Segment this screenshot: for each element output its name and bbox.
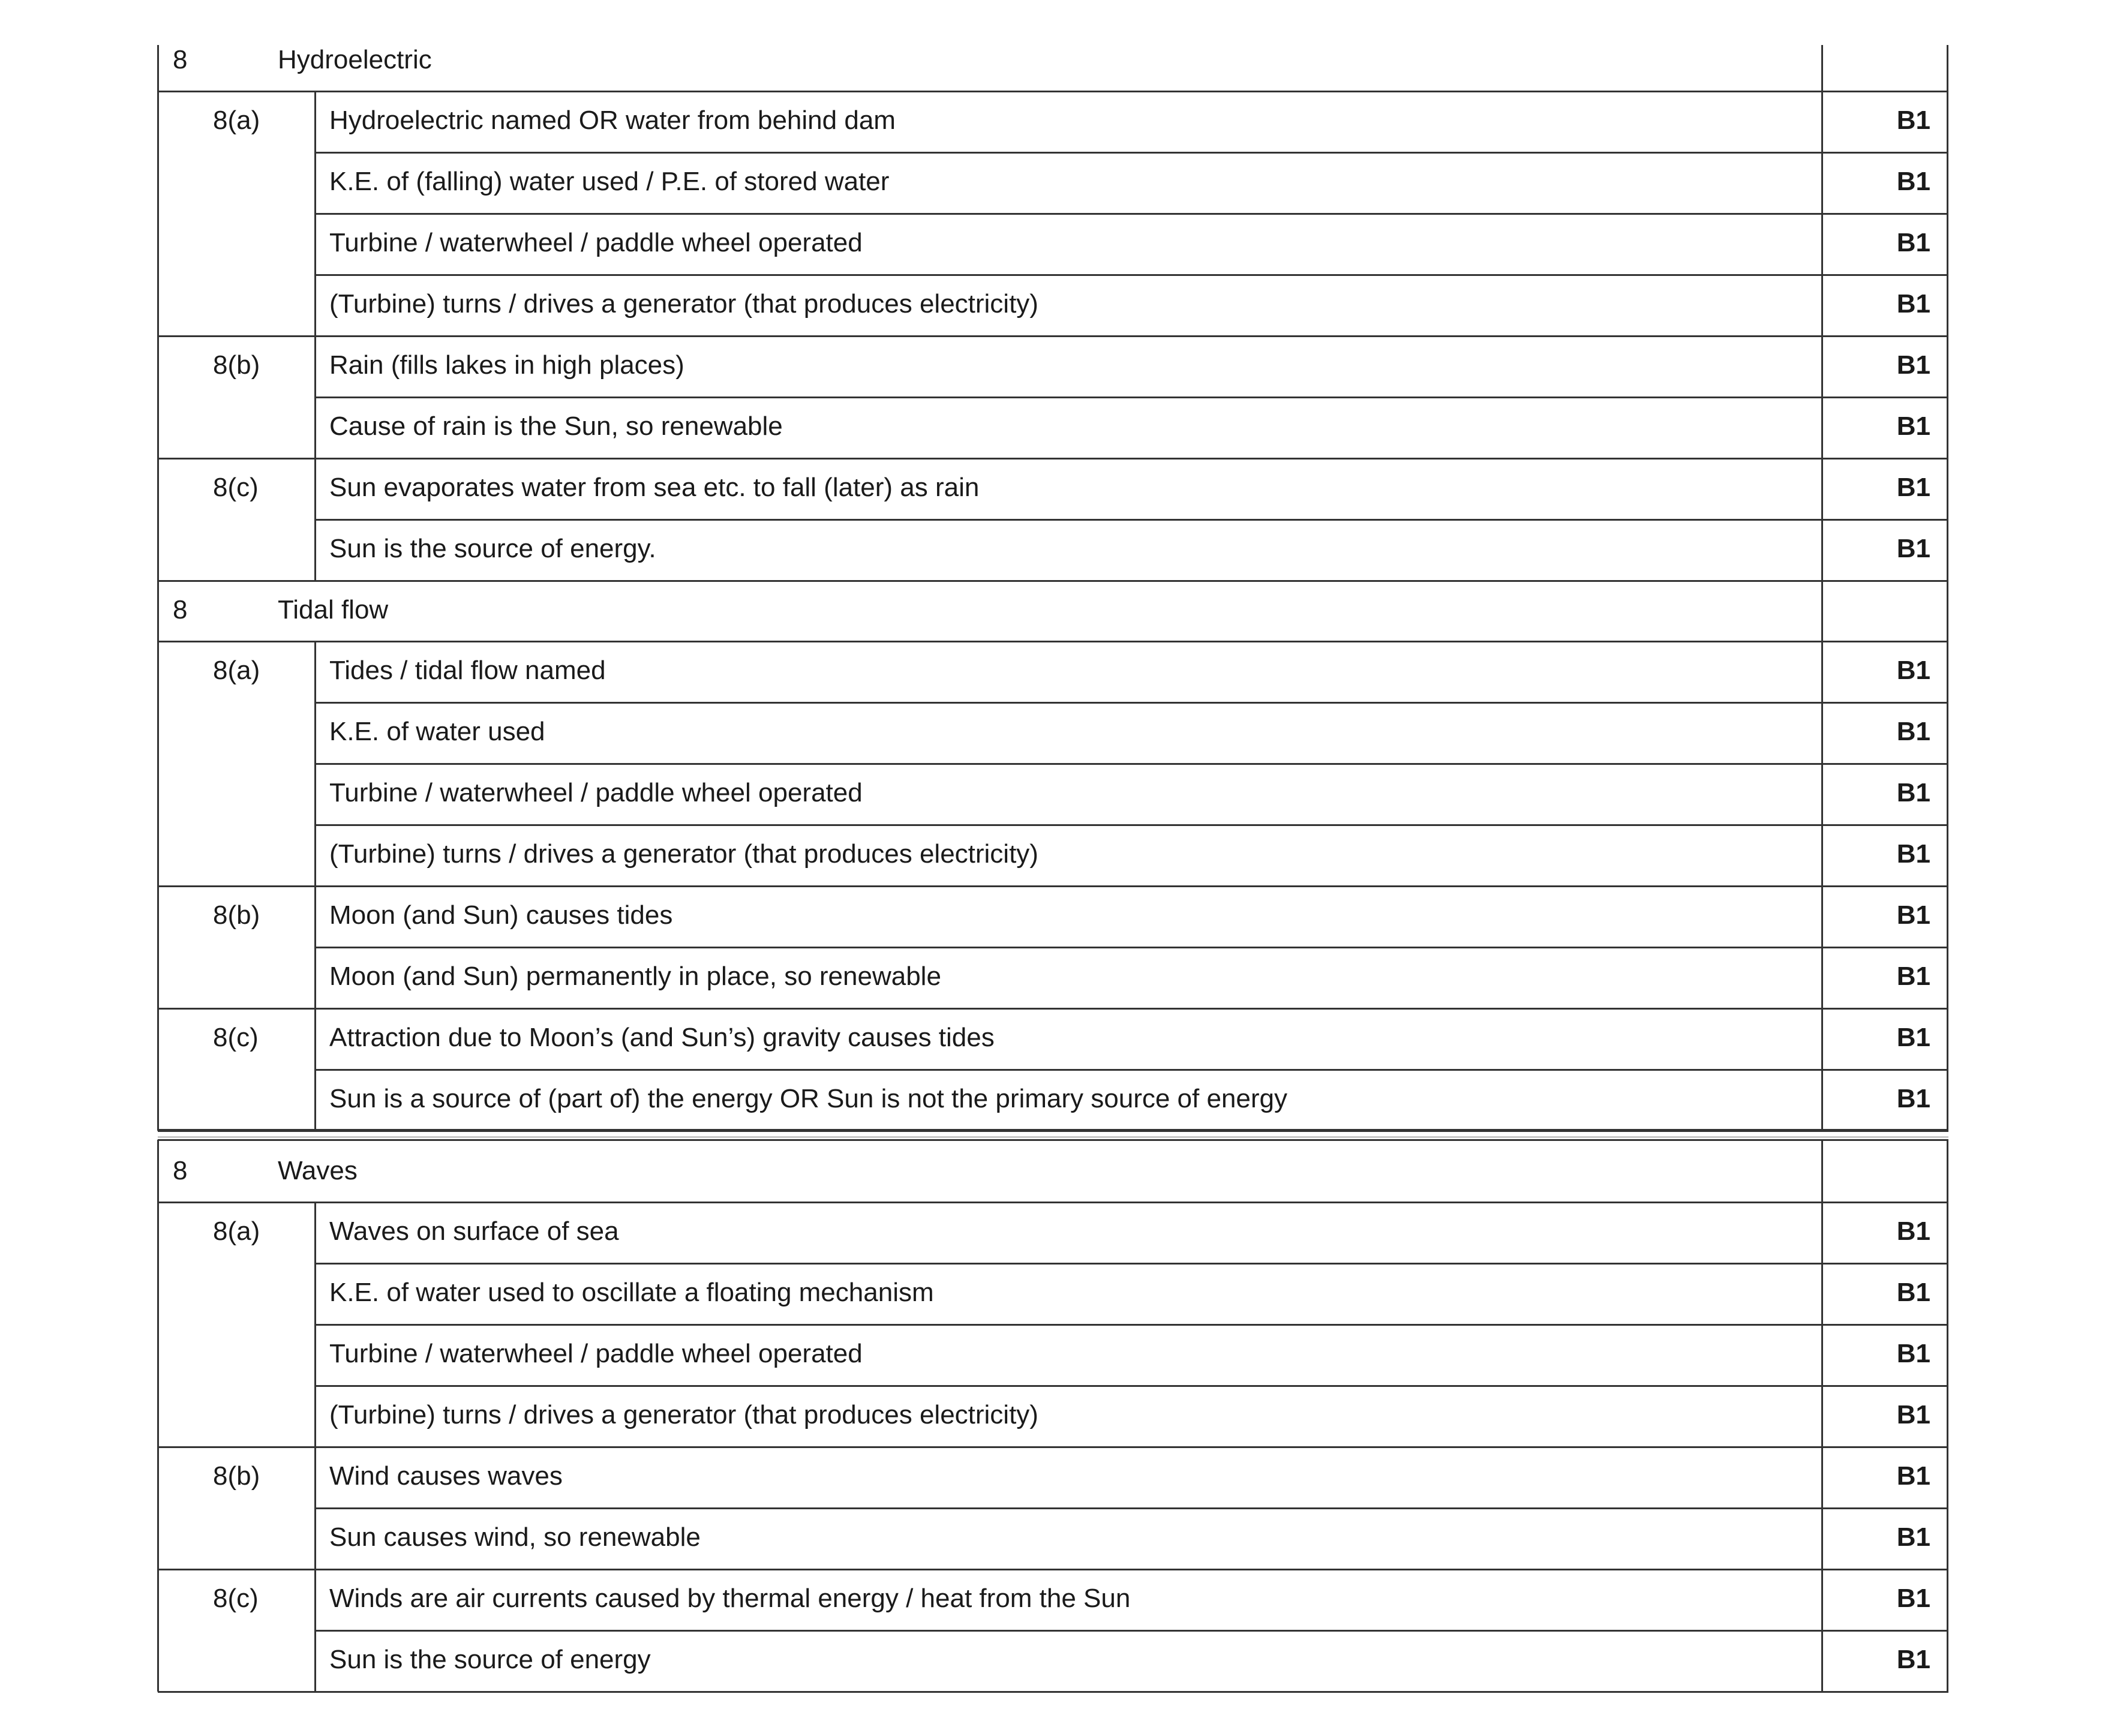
grid-line [157,641,159,886]
answer-text: Moon (and Sun) permanently in place, so renewable [329,962,941,991]
grid-line [1821,45,1823,91]
grid-line [315,1507,1948,1509]
mark-value: B1 [1896,106,1930,135]
grid-line [157,1202,159,1447]
answer-text: (Turbine) turns / drives a generator (that produces electricity) [329,1400,1038,1429]
mark-value: B1 [1896,350,1930,380]
mark-value: B1 [1896,1522,1930,1552]
answer-text: Wind causes waves [329,1461,563,1491]
grid-line [315,763,1948,765]
part-label: 8(c) [213,1584,259,1613]
grid-line [157,91,159,336]
answer-text: Cause of rain is the Sun, so renewable [329,412,783,441]
answer-text: Tides / tidal flow named [329,656,606,685]
grid-line [157,1008,159,1131]
mark-value: B1 [1896,1278,1930,1307]
grid-line [158,1139,1948,1141]
grid-line [315,1630,1948,1632]
grid-line [315,824,1948,826]
part-label: 8(a) [213,1217,260,1246]
grid-line [315,152,1948,154]
mark-value: B1 [1896,1645,1930,1674]
mark-value: B1 [1896,778,1930,807]
grid-line [158,1691,1948,1693]
mark-value: B1 [1896,1400,1930,1429]
mark-value: B1 [1896,412,1930,441]
grid-line [158,458,1948,459]
answer-text: Sun is the source of energy. [329,534,656,563]
answer-text: K.E. of (falling) water used / P.E. of stored water [329,167,890,196]
grid-line [315,1324,1948,1326]
answer-text: Turbine / waterwheel / paddle wheel operated [329,228,863,257]
grid-line [158,1130,1948,1132]
mark-value: B1 [1896,1217,1930,1246]
mark-value: B1 [1896,1084,1930,1113]
mark-value: B1 [1896,900,1930,930]
mark-value: B1 [1896,656,1930,685]
part-label: 8(b) [213,350,260,380]
answer-text: Winds are air currents caused by thermal energy / heat from the Sun [329,1584,1131,1613]
section-title: Waves [278,1156,358,1185]
grid-line [1947,45,1948,91]
mark-value: B1 [1896,1339,1930,1368]
mark-value: B1 [1896,1023,1930,1052]
grid-line [157,458,159,581]
mark-value: B1 [1896,473,1930,502]
grid-line [157,336,159,458]
grid-line [1821,1140,1823,1202]
grid-line [158,885,1948,887]
part-label: 8(c) [213,473,259,502]
part-label: 8(a) [213,106,260,135]
answer-text: K.E. of water used [329,717,545,746]
grid-line [157,1447,159,1569]
mark-value: B1 [1896,289,1930,319]
grid-line [1821,580,1823,641]
grid-line [157,45,159,91]
grid-line [315,702,1948,704]
section-number: 8 [173,45,188,74]
mark-value: B1 [1896,717,1930,746]
section-title: Tidal flow [278,595,389,624]
mark-value: B1 [1896,1461,1930,1491]
grid-line [315,213,1948,215]
answer-text: Hydroelectric named OR water from behind dam [329,106,896,135]
grid-line [315,1069,1948,1071]
answer-text: Sun evaporates water from sea etc. to fall (later) as rain [329,473,980,502]
grid-line [315,947,1948,948]
answer-text: (Turbine) turns / drives a generator (that produces electricity) [329,839,1038,869]
mark-value: B1 [1896,1584,1930,1613]
grid-line [315,1263,1948,1265]
answer-text: Sun is the source of energy [329,1645,651,1674]
mark-value: B1 [1896,839,1930,869]
grid-line [315,274,1948,276]
answer-text: Turbine / waterwheel / paddle wheel operated [329,1339,863,1368]
grid-line [315,397,1948,398]
part-label: 8(a) [213,656,260,685]
answer-text: K.E. of water used to oscillate a floating mechanism [329,1278,934,1307]
grid-line [157,1140,159,1202]
grid-line [315,1385,1948,1387]
grid-line [1947,1140,1948,1202]
mark-value: B1 [1896,228,1930,257]
answer-text: Rain (fills lakes in high places) [329,350,684,380]
part-label: 8(b) [213,900,260,930]
part-label: 8(c) [213,1023,259,1052]
part-label: 8(b) [213,1461,260,1491]
answer-text: (Turbine) turns / drives a generator (that produces electricity) [329,289,1038,319]
mark-value: B1 [1896,534,1930,563]
grid-line [158,1446,1948,1448]
grid-line [158,1569,1948,1570]
answer-text: Waves on surface of sea [329,1217,619,1246]
grid-line [158,335,1948,337]
grid-line [158,641,1948,642]
section-title: Hydroelectric [278,45,432,74]
mark-value: B1 [1896,962,1930,991]
grid-line [157,580,159,641]
answer-text: Moon (and Sun) causes tides [329,900,673,930]
grid-line [158,1202,1948,1203]
answer-text: Attraction due to Moon’s (and Sun’s) gravity causes tides [329,1023,995,1052]
grid-line [158,1136,1948,1138]
grid-line [158,91,1948,92]
answer-text: Turbine / waterwheel / paddle wheel operated [329,778,863,807]
grid-line [158,580,1948,582]
grid-line [1947,580,1948,641]
section-number: 8 [173,1156,188,1185]
mark-value: B1 [1896,167,1930,196]
grid-line [158,1008,1948,1010]
grid-line [315,519,1948,521]
section-number: 8 [173,595,188,624]
answer-text: Sun causes wind, so renewable [329,1522,701,1552]
grid-line [157,886,159,1008]
answer-text: Sun is a source of (part of) the energy OR Sun is not the primary source of energy [329,1084,1287,1113]
grid-line [157,1569,159,1692]
